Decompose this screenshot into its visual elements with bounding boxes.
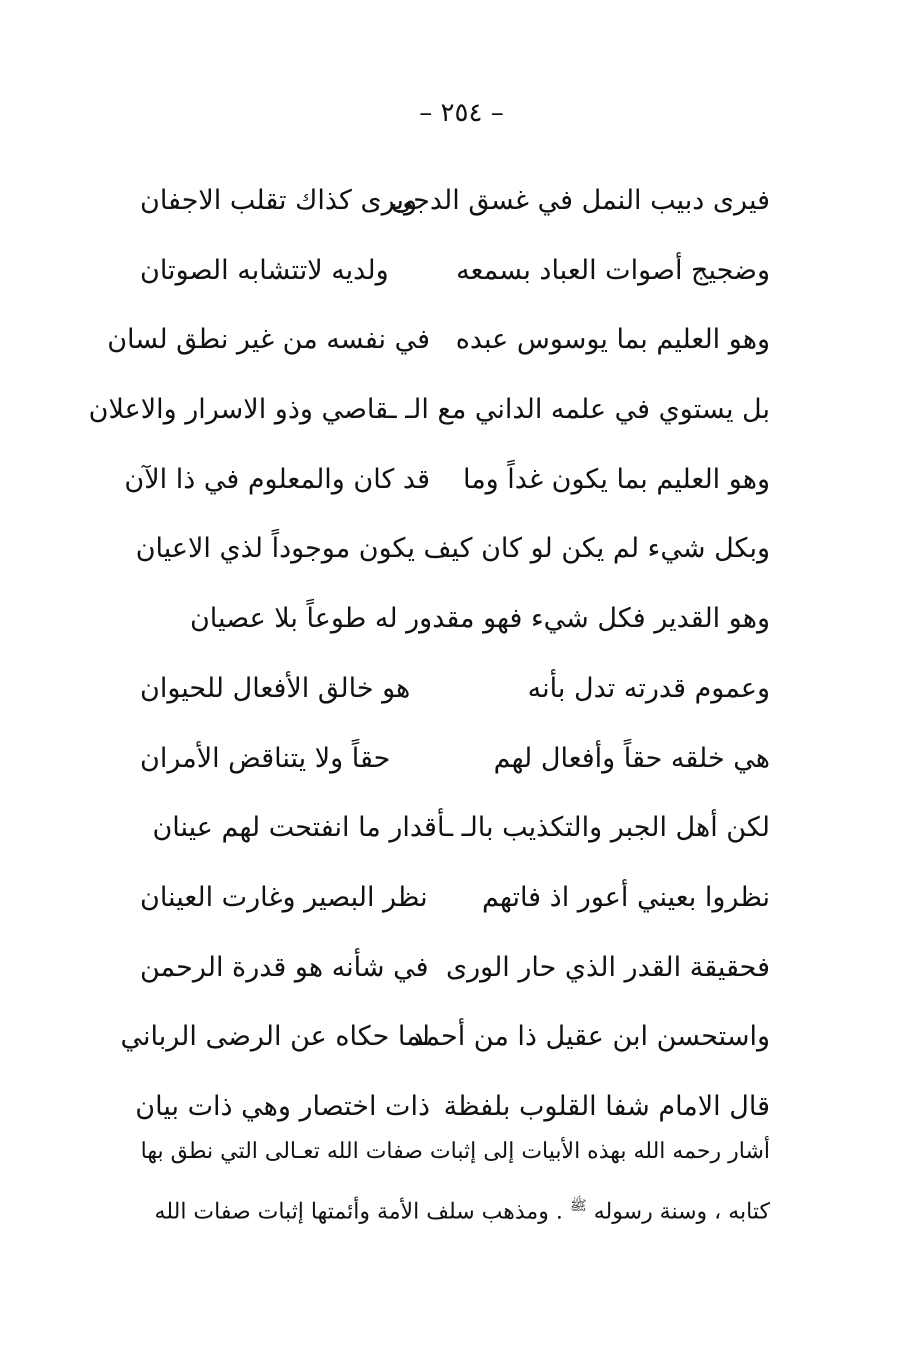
verse-first-hemistich: فحقيقة القدر الذي حار الورى: [445, 951, 770, 983]
verse-second-hemistich: قد كان والمعلوم في ذا الآن: [124, 463, 430, 495]
verse: [140, 873, 770, 943]
verse: [140, 246, 770, 316]
verse-joined-line: وهو القدير فكل شيء فهو مقدور له طوعاً بلا عصيان: [189, 603, 770, 635]
verse: [124, 455, 770, 525]
verse-second-hemistich: في شأنه هو قدرة الرحمن: [140, 951, 429, 983]
verse-joined-line: بل يستوي في علمه الداني مع الـ ـقاصي وذو الاسرار والاعلان: [88, 394, 770, 426]
verse-second-hemistich: في نفسه من غير نطق لسان: [107, 324, 430, 356]
verse: [107, 315, 770, 385]
verse-second-hemistich: لما حكاه عن الرضى الرباني: [120, 1021, 430, 1053]
note-line: [140, 1184, 770, 1238]
note-text: . ومذهب سلف الأمة وأئمتها إثبات صفات الله: [154, 1199, 563, 1225]
verse: [88, 385, 770, 455]
page-number: – ٢٥٤ –: [419, 98, 504, 128]
verse-first-hemistich: واستحسن ابن عقيل ذا من أحمد: [411, 1021, 770, 1053]
poem: [88, 176, 770, 1152]
verse: [140, 803, 770, 873]
salawat-seal: ﷺ: [569, 1198, 587, 1214]
verse: [140, 594, 770, 664]
verse: [140, 734, 770, 804]
verse-first-hemistich: هي خلقه حقاً وأفعال لهم: [493, 742, 770, 774]
verse-second-hemistich: حقاً ولا يتناقض الأمران: [140, 742, 391, 774]
verse: [140, 664, 770, 734]
verse-joined-line: لكن أهل الجبر والتكذيب بالـ ـأقدار ما انفتحت لهم عينان: [152, 812, 770, 844]
verse-second-hemistich: هو خالق الأفعال للحيوان: [140, 672, 411, 704]
verse-joined-line: وبكل شيء لم يكن لو كان كيف يكون موجوداً لذي الاعيان: [135, 533, 770, 565]
verse-second-hemistich: نظر البصير وغارت العينان: [140, 881, 428, 913]
verse-second-hemistich: ولديه لاتتشابه الصوتان: [140, 254, 389, 286]
verse-first-hemistich: وهو العليم بما يكون غداً وما: [462, 463, 770, 495]
verse: [120, 1012, 770, 1082]
verse-first-hemistich: وهو العليم بما يوسوس عبده: [455, 324, 770, 356]
verse-first-hemistich: قال الامام شفا القلوب بلفظة: [443, 1090, 770, 1122]
verse: [140, 943, 770, 1013]
verse-first-hemistich: نظروا بعيني أعور اذ فاتهم: [482, 881, 770, 913]
verse-first-hemistich: وعموم قدرته تدل بأنه: [527, 672, 770, 704]
verse-first-hemistich: وضجيج أصوات العباد بسمعه: [456, 254, 770, 286]
verse-second-hemistich: ويرى كذاك تقلب الاجفان: [140, 185, 418, 216]
verse: [135, 524, 770, 594]
verse-first-hemistich: فيرى دبيب النمل في غسق الدجى: [390, 185, 770, 216]
note-text: كتابه ، وسنة رسوله: [593, 1199, 770, 1225]
commentary-note: [140, 1130, 770, 1238]
verse-second-hemistich: ذات اختصار وهي ذات بيان: [135, 1090, 430, 1122]
verse: [140, 176, 770, 246]
note-line: أشار رحمه الله بهذه الأبيات إلى إثبات صفات الله تعـالى التي نطق بها: [140, 1139, 770, 1164]
